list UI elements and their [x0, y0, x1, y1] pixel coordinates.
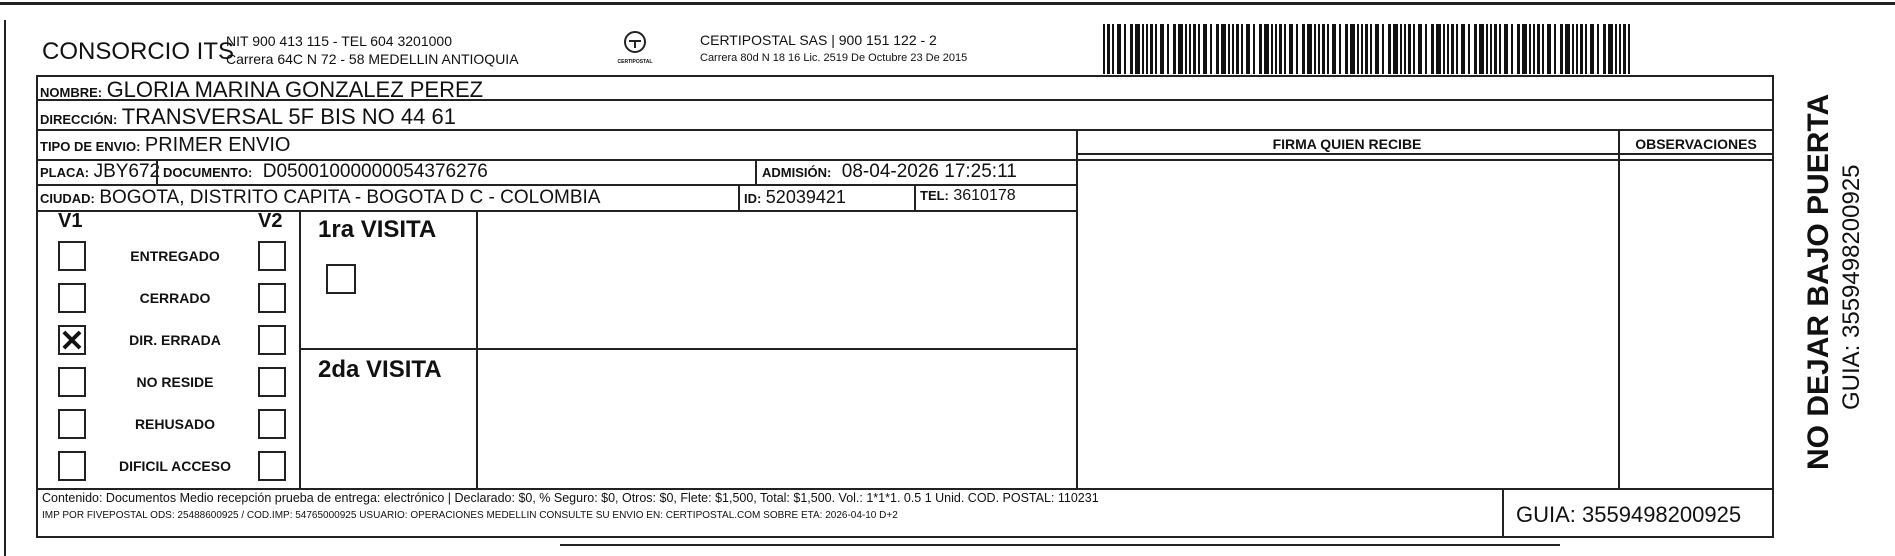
no-dejar-notice: NO DEJAR BAJO PUERTA	[1802, 93, 1835, 470]
v1-checkbox	[58, 241, 86, 271]
id-label: ID:	[744, 191, 762, 206]
company-nit: NIT 900 413 115 - TEL 604 3201000	[226, 33, 452, 49]
barcode-bar	[1479, 24, 1484, 74]
barcode-bar	[1393, 24, 1398, 74]
barcode-bar	[1322, 24, 1325, 74]
barcode-bar	[1112, 24, 1114, 74]
v2-checkbox	[258, 451, 286, 481]
firma-header: FIRMA QUIEN RECIBE	[1272, 136, 1422, 152]
visit1-title: 1ra VISITA	[318, 216, 437, 243]
barcode-bar	[1167, 24, 1169, 74]
col-line	[1618, 129, 1620, 488]
barcode-bar	[1623, 24, 1626, 74]
barcode-bar	[1216, 24, 1219, 74]
barcode-bar	[1332, 24, 1336, 74]
direccion-value: TRANSVERSAL 5F BIS NO 44 61	[121, 104, 456, 129]
barcode-bar	[1361, 24, 1363, 74]
barcode-bar	[1461, 24, 1465, 74]
ciudad-field	[40, 187, 600, 209]
status-option-label: NO RESIDE	[136, 374, 214, 390]
col-line	[1502, 488, 1504, 538]
nombre-row	[40, 77, 483, 103]
v2-label: V2	[258, 210, 283, 232]
barcode-bar	[1425, 24, 1427, 74]
barcode-bar	[1339, 24, 1341, 74]
barcode-bar	[1155, 24, 1157, 74]
v1-checkbox	[58, 367, 86, 397]
barcode-bar	[1146, 24, 1148, 74]
barcode-bar	[1576, 24, 1578, 74]
barcode-bar	[1418, 24, 1422, 74]
documento-label: DOCUMENTO:	[163, 165, 253, 180]
status-option-label: REHUSADO	[134, 416, 216, 432]
row-line	[36, 488, 1774, 490]
barcode-bar	[1307, 24, 1312, 74]
barcode-bar	[1522, 24, 1527, 74]
col-line	[1076, 129, 1078, 488]
barcode-bar	[1135, 24, 1140, 74]
barcode-bar	[1431, 24, 1434, 74]
footer-imp: IMP POR FIVEPOSTAL ODS: 25488600925 / COD.IMP: 54765000925 USUARIO: OPERACIONES MEDELLIN CONSULTE SU ENVIO EN: CERTIPOSTAL.COM SOBRE ETA: 2026-04-10 D+2	[42, 510, 898, 521]
barcode-bar	[1590, 24, 1594, 74]
barcode-bar	[1533, 24, 1535, 74]
barcode-bar	[1585, 24, 1587, 74]
tipo-envio-row	[40, 134, 290, 157]
barcode-bar	[1279, 24, 1282, 74]
certipostal-logo	[612, 30, 658, 65]
direccion-label: DIRECCIÓN:	[40, 112, 118, 127]
barcode-bar	[1210, 24, 1212, 74]
barcode-bar	[1236, 24, 1239, 74]
status-option-label: DIFICIL ACCESO	[118, 458, 231, 474]
barcode-bar	[1486, 24, 1488, 74]
barcode	[1103, 24, 1635, 74]
row-line	[299, 348, 1076, 350]
barcode-bar	[1241, 24, 1243, 74]
barcode-bar	[1537, 24, 1540, 74]
certipostal-logo-icon	[620, 30, 650, 54]
barcode-bar	[1357, 24, 1359, 74]
barcode-bar	[1302, 24, 1305, 74]
status-option-label: ENTREGADO	[130, 248, 220, 264]
barcode-bar	[1451, 24, 1454, 74]
barcode-bar	[1117, 24, 1121, 74]
v2-checkbox	[258, 283, 286, 313]
barcode-bar	[1198, 24, 1200, 74]
barcode-bar	[1529, 24, 1531, 74]
col-line	[738, 184, 740, 210]
bottom-border	[560, 544, 1560, 546]
placa-label: PLACA:	[40, 165, 90, 180]
admision-value: 08-04-2026 17:25:11	[841, 161, 1017, 182]
v2-checkbox	[258, 409, 286, 439]
barcode-bar	[1547, 24, 1551, 74]
barcode-bar	[1246, 24, 1250, 74]
direccion-row	[40, 104, 456, 130]
certipostal-info: CERTIPOSTAL SAS | 900 151 122 - 2	[700, 32, 937, 48]
footer-guia: GUIA: 3559498200925	[1516, 502, 1742, 527]
nombre-value: GLORIA MARINA GONZALEZ PEREZ	[106, 77, 484, 102]
tipo-envio-label: TIPO DE ENVIO:	[40, 139, 141, 154]
barcode-bar	[1413, 24, 1415, 74]
id-field	[744, 187, 846, 208]
side-guia: GUIA: 3559498200925	[1838, 164, 1865, 410]
nombre-label: NOMBRE:	[40, 85, 103, 100]
barcode-bar	[1253, 24, 1255, 74]
v1-checkbox	[58, 451, 86, 481]
v2-checkbox	[258, 241, 286, 271]
barcode-bar	[1456, 24, 1458, 74]
barcode-bar	[1615, 24, 1617, 74]
barcode-bar	[1504, 24, 1508, 74]
barcode-bar	[1494, 24, 1497, 74]
barcode-bar	[1608, 24, 1613, 74]
barcode-bar	[1542, 24, 1544, 74]
barcode-bar	[1150, 24, 1153, 74]
admision-field	[762, 161, 1017, 183]
row-line	[36, 184, 1076, 186]
tel-value: 3610178	[953, 187, 1016, 204]
barcode-bar	[1490, 24, 1492, 74]
footer-content: Contenido: Documentos Medio recepción prueba de entrega: electrónico | Declarado: $0, % Seguro: $0, Otros: $0, Flete: $1,500, Total: $1,500. Vol.: 1*1*1. 0.5 1 Unid. COD. POSTAL: 110231	[42, 491, 1099, 505]
dir-errada-checkmark: ✕	[59, 325, 85, 358]
barcode-bar	[1350, 24, 1355, 74]
barcode-bar	[1560, 24, 1563, 74]
barcode-bar	[1275, 24, 1277, 74]
barcode-bar	[1388, 24, 1391, 74]
barcode-bar	[1221, 24, 1226, 74]
month-checkbox	[326, 264, 356, 294]
barcode-bar	[1619, 24, 1621, 74]
col-line	[914, 184, 916, 210]
observaciones-header: OBSERVACIONES	[1635, 136, 1757, 152]
barcode-bar	[1400, 24, 1402, 74]
barcode-bar	[1382, 24, 1384, 74]
barcode-bar	[1572, 24, 1574, 74]
barcode-bar	[1580, 24, 1583, 74]
barcode-bar	[1468, 24, 1470, 74]
barcode-bar	[1517, 24, 1520, 74]
col-line	[156, 159, 158, 184]
barcode-bar	[1284, 24, 1286, 74]
status-option-label: CERRADO	[139, 290, 211, 306]
barcode-bar	[1436, 24, 1441, 74]
barcode-bar	[1178, 24, 1183, 74]
barcode-bar	[1318, 24, 1320, 74]
ciudad-value: BOGOTA, DISTRITO CAPITA - BOGOTA D C - COLOMBIA	[99, 187, 601, 208]
barcode-bar	[1375, 24, 1379, 74]
barcode-bar	[1597, 24, 1599, 74]
documento-value: D05001000000054376276	[262, 161, 488, 182]
barcode-bar	[1173, 24, 1176, 74]
placa-value: JBY672	[93, 161, 161, 182]
top-border	[0, 2, 1895, 5]
barcode-bar	[1554, 24, 1556, 74]
admision-label: ADMISIÓN:	[762, 165, 832, 180]
barcode-bar	[1447, 24, 1449, 74]
company-address: Carrera 64C N 72 - 58 MEDELLIN ANTIOQUIA	[226, 51, 519, 67]
documento-field	[163, 161, 488, 183]
barcode-bar	[1271, 24, 1273, 74]
col-line	[755, 159, 757, 184]
barcode-bar	[1628, 24, 1630, 74]
v1-checkbox	[58, 409, 86, 439]
v2-checkbox	[258, 325, 286, 355]
barcode-bar	[1228, 24, 1230, 74]
barcode-bar	[1232, 24, 1234, 74]
placa-field	[40, 161, 160, 183]
barcode-bar	[1296, 24, 1298, 74]
barcode-bar	[1499, 24, 1501, 74]
v2-checkbox	[258, 367, 286, 397]
barcode-bar	[1289, 24, 1293, 74]
barcode-bar	[1142, 24, 1144, 74]
barcode-bar	[1408, 24, 1411, 74]
id-value: 52039421	[765, 187, 846, 207]
visit2-title: 2da VISITA	[318, 356, 442, 383]
barcode-bar	[1314, 24, 1316, 74]
barcode-bar	[1203, 24, 1207, 74]
barcode-bar	[1345, 24, 1348, 74]
company-name: CONSORCIO ITS	[42, 38, 235, 65]
tel-label: TEL:	[920, 188, 949, 203]
barcode-bar	[1370, 24, 1372, 74]
barcode-bar	[1603, 24, 1606, 74]
barcode-bar	[1107, 24, 1110, 74]
barcode-bar	[1259, 24, 1262, 74]
barcode-bar	[1185, 24, 1187, 74]
barcode-bar	[1103, 24, 1105, 74]
barcode-bar	[1565, 24, 1570, 74]
barcode-bar	[1404, 24, 1406, 74]
barcode-bar	[1189, 24, 1191, 74]
v1-label: V1	[58, 210, 83, 232]
barcode-bar	[1443, 24, 1445, 74]
tel-field	[920, 187, 1016, 205]
barcode-bar	[1474, 24, 1477, 74]
barcode-bar	[1511, 24, 1513, 74]
barcode-bar	[1160, 24, 1164, 74]
tipo-envio-value: PRIMER ENVIO	[144, 134, 291, 156]
certipostal-logo-text: CERTIPOSTAL	[617, 59, 653, 65]
barcode-bar	[1124, 24, 1126, 74]
v1-checkbox	[58, 283, 86, 313]
certipostal-license: Carrera 80d N 18 16 Lic. 2519 De Octubre 23 De 2015	[700, 52, 968, 64]
barcode-bar	[1193, 24, 1196, 74]
barcode-bar	[1264, 24, 1269, 74]
status-option-label: DIR. ERRADA	[129, 332, 221, 348]
left-edge	[4, 20, 6, 556]
barcode-bar	[1130, 24, 1133, 74]
barcode-bar	[1327, 24, 1329, 74]
row-line	[36, 210, 1076, 212]
barcode-bar	[1365, 24, 1368, 74]
row-line	[1076, 153, 1774, 155]
ciudad-label: CIUDAD:	[40, 191, 95, 206]
